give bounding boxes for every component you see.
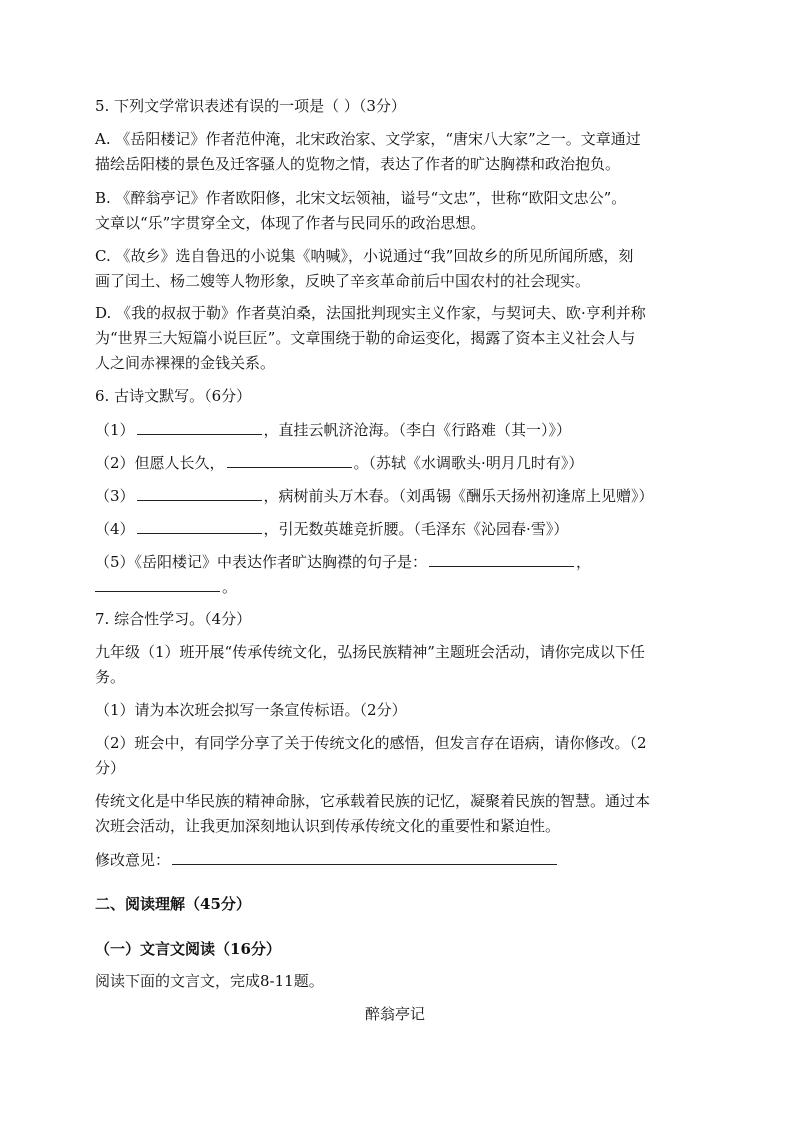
q6-item-3-suffix: ，病树前头万木春。（刘禹锡《酬乐天扬州初逢席上见赠》） bbox=[263, 487, 654, 505]
q6-item-5-prefix: （5）《岳阳楼记》中表达作者旷达胸襟的句子是： bbox=[95, 553, 428, 571]
section-2-instruction: 阅读下面的文言文，完成8-11题。 bbox=[95, 972, 324, 990]
q7-sub2-line1: （2）班会中，有同学分享了关于传统文化的感悟，但发言存在语病，请你修改。（2 bbox=[95, 734, 647, 752]
q7-sub2-line2: 分） bbox=[95, 759, 126, 777]
q5-option-a-line2: 描绘岳阳楼的景色及迁客骚人的览物之情，表达了作者的旷达胸襟和政治抱负。 bbox=[95, 155, 621, 173]
revise-answer-blank[interactable] bbox=[172, 849, 557, 865]
q6-item-5-comma: ， bbox=[576, 553, 592, 571]
q6-item-5-cont bbox=[95, 576, 237, 596]
passage-title: 醉翁亭记 bbox=[365, 1005, 426, 1023]
q5-option-d-line2: 为“世界三大短篇小说巨匠”。文章围绕于勒的命运变化，揭露了资本主义社会人与 bbox=[95, 329, 636, 347]
q5-stem: 5. 下列文学常识表述有误的一项是（ ）（3分） bbox=[95, 97, 406, 115]
q6-item-5-end: 。 bbox=[222, 578, 238, 596]
q7-sub1: （1）请为本次班会拟写一条宣传标语。（2分） bbox=[95, 701, 407, 719]
q5-option-d-line3: 人之间赤裸裸的金钱关系。 bbox=[95, 354, 276, 372]
q7-revise bbox=[95, 849, 559, 869]
q7-stem: 7. 综合性学习。（4分） bbox=[95, 610, 252, 628]
q7-quote-line1: 传统文化是中华民族的精神命脉，它承载着民族的记忆，凝聚着民族的智慧。通过本 bbox=[95, 792, 651, 810]
q6-item-1-prefix: （1） bbox=[95, 421, 135, 439]
q5-option-a-line1: A. 《岳阳楼记》作者范仲淹，北宋政治家、文学家，“唐宋八大家”之一。文章通过 bbox=[95, 130, 641, 148]
q6-item-3-prefix: （3） bbox=[95, 487, 135, 505]
q5-option-d-line1: D. 《我的叔叔于勒》作者莫泊桑，法国批判现实主义作家，与契诃夫、欧·亨利并称 bbox=[95, 304, 646, 322]
q5-option-c-line1: C. 《故乡》选自鲁迅的小说集《呐喊》，小说通过“我”回故乡的所见所闻所感，刻 bbox=[95, 247, 634, 265]
q7-revise-label: 修改意见： bbox=[95, 851, 171, 869]
q6-item-3 bbox=[95, 485, 654, 505]
section-2-title: 二、阅读理解（45分） bbox=[95, 895, 251, 913]
answer-blank[interactable] bbox=[137, 485, 262, 501]
q6-item-1-suffix: ，直挂云帆济沧海。（李白《行路难（其一）》） bbox=[263, 421, 572, 439]
q6-stem: 6. 古诗文默写。（6分） bbox=[95, 387, 252, 405]
q6-item-2-suffix: 。（苏轼《水调歌头·明月几时有》） bbox=[353, 454, 584, 472]
answer-blank[interactable] bbox=[429, 551, 574, 567]
q6-item-4-prefix: （4） bbox=[95, 520, 135, 538]
q6-item-2 bbox=[95, 452, 583, 472]
answer-blank[interactable] bbox=[137, 419, 262, 435]
q6-item-2-prefix: （2）但愿人长久， bbox=[95, 454, 225, 472]
answer-blank[interactable] bbox=[137, 518, 262, 534]
q6-item-4-suffix: ，引无数英雄竞折腰。（毛泽东《沁园春·雪》） bbox=[263, 520, 569, 538]
q7-quote-line2: 次班会活动，让我更加深刻地认识到传承传统文化的重要性和紧迫性。 bbox=[95, 817, 561, 835]
answer-blank[interactable] bbox=[95, 576, 220, 592]
q6-item-5 bbox=[95, 551, 591, 571]
q6-item-4 bbox=[95, 518, 568, 538]
q6-item-1 bbox=[95, 419, 571, 439]
q5-option-c-line2: 画了闰土、杨二嫂等人物形象，反映了辛亥革命前后中国农村的社会现实。 bbox=[95, 272, 591, 290]
section-2-subtitle: （一）文言文阅读（16分） bbox=[95, 940, 281, 958]
q5-option-b-line2: 文章以“乐”字贯穿全文，体现了作者与民同乐的政治思想。 bbox=[95, 214, 486, 232]
answer-blank[interactable] bbox=[227, 452, 352, 468]
q5-option-b-line1: B. 《醉翁亭记》作者欧阳修，北宋文坛领袖，谥号“文忠”，世称“欧阳文忠公”。 bbox=[95, 189, 627, 207]
q7-intro-line2: 务。 bbox=[95, 668, 126, 686]
q7-intro-line1: 九年级（1）班开展“传承传统文化，弘扬民族精神”主题班会活动，请你完成以下任 bbox=[95, 643, 645, 661]
